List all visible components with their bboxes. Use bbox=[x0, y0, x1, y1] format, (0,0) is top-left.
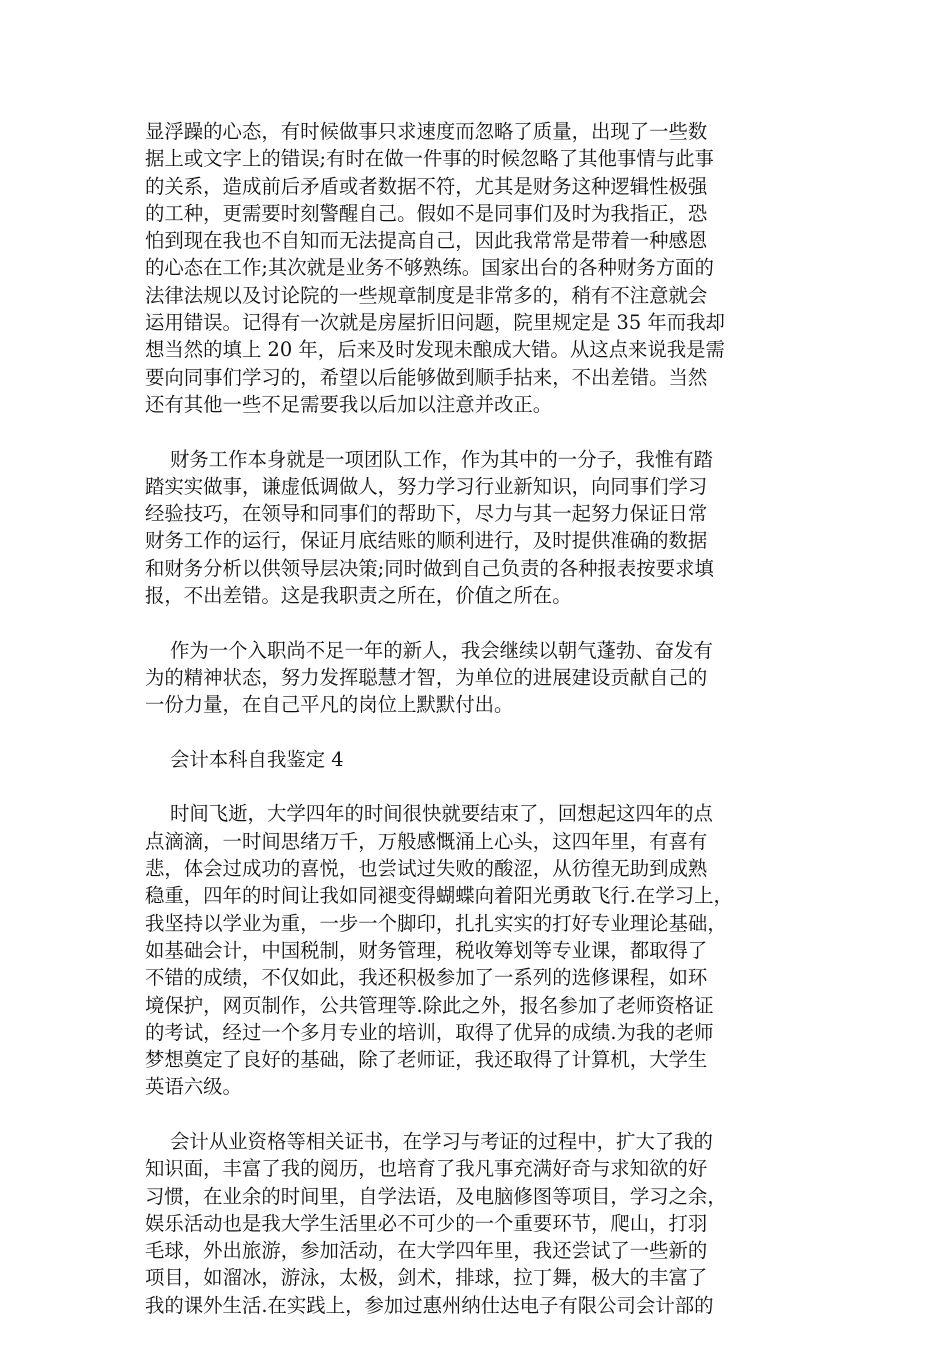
paragraph-line: 娱乐活动也是我大学生活里必不可少的一个重要环节，爬山，打羽 bbox=[145, 1211, 708, 1235]
paragraph-line: 习惯，在业余的时间里，自学法语，及电脑修图等项目，学习之余， bbox=[145, 1184, 727, 1208]
paragraph-line: 点滴滴，一时间思绪万千，万般感慨涌上心头，这四年里，有喜有 bbox=[145, 829, 708, 853]
paragraph-line: 还有其他一些不足需要我以后加以注意并改正。 bbox=[145, 392, 553, 416]
paragraph-line: 报，不出差错。这是我职责之所在，价值之所在。 bbox=[145, 584, 572, 608]
paragraph-line: 的考试，经过一个多月专业的培训，取得了优异的成绩.为我的老师 bbox=[145, 1020, 714, 1044]
paragraph-line: 我坚持以学业为重，一步一个脚印，扎扎实实的打好专业理论基础， bbox=[145, 911, 727, 935]
paragraph-2 bbox=[145, 446, 810, 610]
paragraph-line: 的心态在工作;其次就是业务不够熟练。国家出台的各种财务方面的 bbox=[145, 256, 714, 280]
paragraph-line: 的工种，更需要时刻警醒自己。假如不是同事们及时为我指正，恐 bbox=[145, 201, 708, 225]
paragraph-line: 法律法规以及讨论院的一些规章制度是非常多的，稍有不注意就会 bbox=[145, 283, 708, 307]
paragraph-line: 经验技巧，在领导和同事们的帮助下，尽力与其一起努力保证日常 bbox=[145, 502, 708, 526]
paragraph-5 bbox=[145, 1128, 810, 1319]
paragraph-line: 如基础会计，中国税制，财务管理，税收筹划等专业课，都取得了 bbox=[145, 938, 708, 962]
paragraph-line: 毛球，外出旅游，参加活动，在大学四年里，我还尝试了一些新的 bbox=[145, 1239, 708, 1263]
paragraph-line: 稳重，四年的时间让我如同褪变得蝴蝶向着阳光勇敢飞行.在学习上， bbox=[145, 884, 733, 908]
paragraph-line: 会计从业资格等相关证书，在学习与考证的过程中，扩大了我的 bbox=[170, 1129, 713, 1153]
paragraph-line: 我的课外生活.在实践上，参加过惠州纳仕达电子有限公司会计部的 bbox=[145, 1293, 714, 1317]
section-heading: 会计本科自我鉴定 4 bbox=[170, 747, 344, 771]
paragraph-line: 境保护，网页制作，公共管理等.除此之外，报名参加了老师资格证 bbox=[145, 993, 714, 1017]
paragraph-line: 财务工作的运行，保证月底结账的顺利进行，及时提供准确的数据 bbox=[145, 529, 708, 553]
paragraph-line: 梦想奠定了良好的基础，除了老师证，我还取得了计算机，大学生 bbox=[145, 1048, 708, 1072]
paragraph-1 bbox=[145, 118, 810, 418]
paragraph-line: 项目，如溜冰，游泳，太极，剑术，排球，拉丁舞，极大的丰富了 bbox=[145, 1266, 708, 1290]
paragraph-line: 时间飞逝，大学四年的时间很快就要结束了，回想起这四年的点 bbox=[170, 802, 713, 826]
paragraph-line: 作为一个入职尚不足一年的新人，我会继续以朝气蓬勃、奋发有 bbox=[170, 638, 713, 662]
paragraph-line: 要向同事们学习的，希望以后能够做到顺手拈来，不出差错。当然 bbox=[145, 365, 708, 389]
document-page bbox=[145, 118, 810, 1346]
paragraph-line: 踏实实做事，谦虚低调做人，努力学习行业新知识，向同事们学习 bbox=[145, 474, 708, 498]
paragraph-line: 英语六级。 bbox=[145, 1075, 242, 1099]
paragraph-line: 财务工作本身就是一项团队工作，作为其中的一分子，我惟有踏 bbox=[170, 447, 713, 471]
paragraph-line: 的关系，造成前后矛盾或者数据不符，尤其是财务这种逻辑性极强 bbox=[145, 174, 708, 198]
paragraph-line: 为的精神状态，努力发挥聪慧才智，为单位的进展建设贡献自己的 bbox=[145, 665, 708, 689]
paragraph-line: 想当然的填上 20 年，后来及时发现未酿成大错。从这点来说我是需 bbox=[145, 338, 725, 362]
paragraph-line: 和财务分析以供领导层决策;同时做到自己负责的各种报表按要求填 bbox=[145, 556, 714, 580]
paragraph-3 bbox=[145, 637, 810, 719]
paragraph-line: 不错的成绩，不仅如此，我还积极参加了一系列的选修课程，如环 bbox=[145, 966, 708, 990]
paragraph-line: 悲，体会过成功的喜悦，也尝试过失败的酸涩，从彷徨无助到成熟 bbox=[145, 857, 708, 881]
paragraph-line: 一份力量，在自己平凡的岗位上默默付出。 bbox=[145, 693, 514, 717]
paragraph-line: 怕到现在我也不自知而无法提高自己，因此我常常是带着一种感恩 bbox=[145, 229, 708, 253]
paragraph-line: 显浮躁的心态，有时候做事只求速度而忽略了质量，出现了一些数 bbox=[145, 120, 708, 143]
paragraph-line: 据上或文字上的错误;有时在做一件事的时候忽略了其他事情与此事 bbox=[145, 147, 714, 171]
paragraph-line: 知识面，丰富了我的阅历，也培育了我凡事充满好奇与求知欲的好 bbox=[145, 1157, 708, 1181]
paragraph-4 bbox=[145, 800, 810, 1100]
paragraph-line: 运用错误。记得有一次就是房屋折旧问题，院里规定是 35 年而我却 bbox=[145, 311, 725, 335]
